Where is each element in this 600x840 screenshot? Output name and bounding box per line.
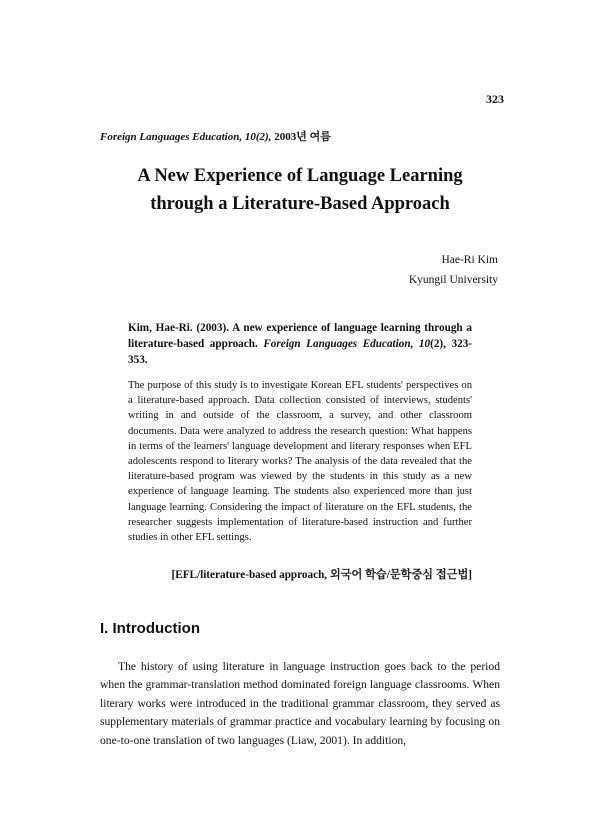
paper-title [60,162,540,218]
introduction-body [100,658,500,750]
running-header-journal: Foreign Languages Education, 10 [100,131,256,143]
citation-rest: (2), 323-353. [128,338,473,366]
running-header-year: 2003년 여름 [274,131,331,143]
author-name: Hae-Ri Kim [441,254,498,266]
running-header-issue: (2), [255,131,275,143]
keywords: [EFL/literature-based approach, 외국어 학습/문학중심 접근법] [171,569,472,581]
paper-title-line-1: A New Experience of Language Learning [137,166,463,186]
introduction-paragraph: The history of using literature in language instruction goes back to the period when the grammar-translation method dominated foreign language classrooms. When literary works were introduced in the traditional grammar classroom, they served as supplementary materials of grammar practice and vocabulary learning by focusing on one-to-one translation of two languages (Liaw, 2001). In addition, [100,660,500,747]
section-heading: I. Introduction [100,620,200,637]
citation [128,320,472,368]
abstract: The purpose of this study is to investigate Korean EFL students' perspectives on a literature-based approach. Data collection consisted of interviews, students' writing in and outside of the classroom, a survey, and other classroom documents. Data were analyzed to address the research question: What happens in terms of the learners' language development and literary responses when EFL adolescents respond to literary works? The analysis of the data revealed that the literature-based program was viewed by the students in this study as a new experience of language learning. The students also experienced more than just language learning. Considering the impact of literature on the EFL students, the researcher suggests implementation of literature-based instruction and further studies in other EFL settings. [128,380,472,544]
citation-text: Kim, Hae-Ri. (2003). A new experience of language learning through a literature-based approach. [128,322,472,350]
citation-journal: Foreign Languages Education, 10 [263,338,431,350]
author-block [409,250,498,290]
paper-title-line-2: through a Literature-Based Approach [150,194,450,214]
page-number: 323 [486,92,504,106]
running-header [100,128,331,144]
author-affiliation: Kyungil University [408,274,498,286]
